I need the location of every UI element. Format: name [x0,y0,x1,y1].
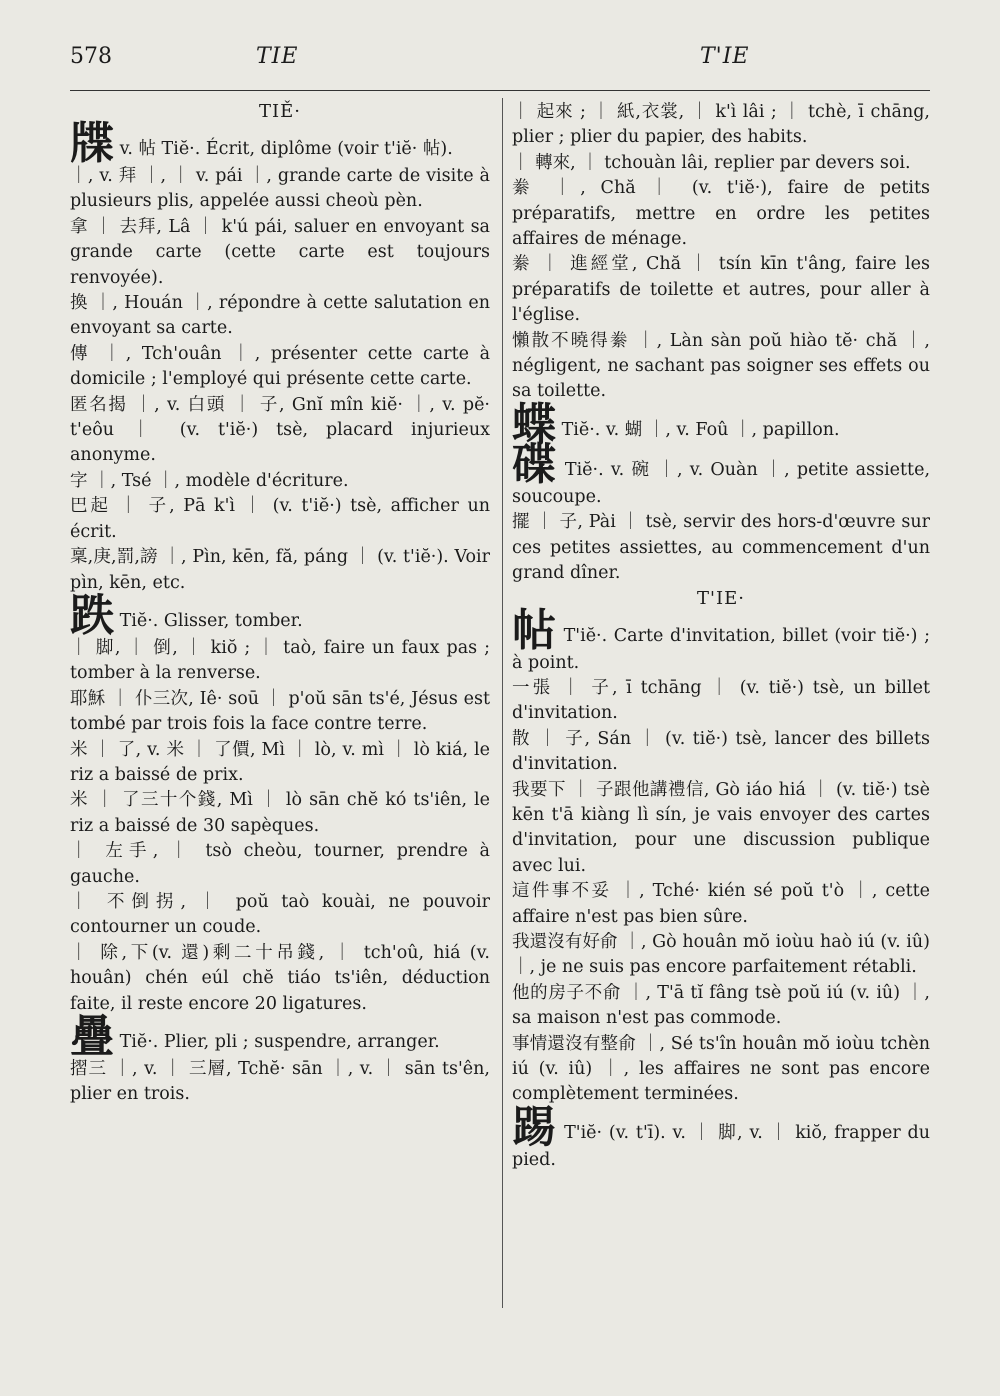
dictionary-entry: 散 ｜ 子, Sán ｜ (v. tiĕ·) tsè, lancer des billets d'invitation. [512,728,930,775]
header-rule [70,90,930,91]
dictionary-entry: ｜ 轉來, ｜ tchouàn lâi, replier par devers soi. [512,152,911,173]
running-head-right: T'IE [700,44,750,69]
dictionary-entry: ｜ 不倒拐, ｜ poŭ taò kouài, ne pouvoir contourner un coude. [70,891,490,938]
dictionary-entry: ｜ 脚, ｜ 倒, ｜ kiŏ ; ｜ taò, faire un faux pas ; tomber à la renverse. [70,637,490,684]
dictionary-entry: 傳 ｜, Tch'ouân ｜, présenter cette carte à domicile ; l'employé qui présente cette carte. [70,343,490,390]
left-column [70,100,490,1108]
headword-entry [512,398,930,450]
dictionary-entry: 他的房子不俞 ｜, T'ā tĭ fâng tsè poŭ iú (v. iû) ｜, sa maison n'est pas commode. [512,982,930,1029]
dictionary-entry: 一張 ｜ 子, ī tchāng ｜ (v. tiĕ·) tsè, un billet d'invitation. [512,677,930,724]
headword-entry [512,438,931,510]
headword-definition: v. 帖 Tiĕ·. Écrit, diplôme (voir t'iĕ· 帖). [114,139,453,159]
headword-entry [512,1101,930,1173]
dictionary-entry: 我還沒有好俞 ｜, Gò houân mŏ ioùu haò iú (v. iû) ｜, je ne suis pas encore parfaitement rétabli. [512,931,930,978]
dictionary-entry: 耶穌 ｜ 仆三次, Iê· soū ｜ p'oŭ sān ts'é, Jésus est tombé par trois fois la face contre terre. [70,688,490,735]
dictionary-entry: 事情還沒有整俞 ｜, Sé ts'în houân mŏ ioùu tchèn iú (v. iû) ｜, les affaires ne sont pas encore complètement terminées. [512,1033,930,1105]
dictionary-entry: 拿 ｜ 去拜, Lâ ｜ k'ú pái, saluer en envoyant sa grande carte (cette carte est toujours renvoyée). [70,216,490,288]
headword-definition: Tiĕ·. v. 碗 ｜, v. Ouàn ｜, petite assiette, soucoupe. [512,459,931,507]
headword-entry [512,604,930,676]
headword-definition: Tiĕ·. Glisser, tomber. [114,610,303,631]
headword-definition: Tiĕ·. v. 蝴 ｜, v. Foû ｜, papillon. [556,419,840,440]
dictionary-entry: ｜ 起來 ; ｜ 紙,衣裳, ｜ k'ì lâi ; ｜ tchè, ī chāng, plier ; plier du papier, des habits. [512,102,930,148]
headword-definition: T'iĕ·. Carte d'invitation, billet (voir tiĕ·) ; à point. [512,625,930,673]
headword-character: 疊 [70,1011,114,1062]
headword-entry [70,589,490,641]
right-column [512,100,930,1173]
dictionary-entry: 擺 ｜ 子, Pài ｜ tsè, servir des hors-d'œuvre sur ces petites assiettes, au commencement d'un grand dîner. [512,512,930,584]
dictionary-entry: ｜ 左手, ｜ tsò cheòu, tourner, prendre à gauche. [70,841,490,887]
dictionary-entry: 絭 ｜ 進經堂, Chă ｜ tsín kīn t'âng, faire les préparatifs de toilette et autres, pour aller à l'église. [512,254,930,326]
dictionary-entry: 米 ｜ 了, v. 米 ｜ 了價, Mì ｜ lò, v. mì ｜ lò kiá, le riz a baissé de prix. [70,739,490,785]
dictionary-entry: 字 ｜, Tsé ｜, modèle d'écriture. [70,470,349,491]
dictionary-entry: 這件事不妥 ｜, Tché· kién sé poŭ t'ò ｜, cette affaire n'est pas bien sûre. [512,881,930,927]
dictionary-entry: 稟,庚,罰,謗 ｜, Pìn, kēn, fă, páng ｜ (v. t'iĕ·). Voir pìn, kēn, etc. [70,547,490,593]
section-heading: TIĚ· [259,101,301,122]
headword-character: 踢 [512,1101,558,1153]
dictionary-entry: ｜, v. 拜 ｜, ｜ v. pái ｜, grande carte de visite à plusieurs plis, appelée aussi cheoù pèn. [70,166,490,212]
dictionary-entry: 換 ｜, Houán ｜, répondre à cette salutation en envoyant sa carte. [70,293,490,339]
headword-character: 碟 [512,438,558,490]
headword-character: 蝶 [512,398,556,450]
page-number: 578 [70,44,112,69]
headword-definition: T'iĕ· (v. t'ī). v. ｜ 脚, v. ｜ kiŏ, frapper du pied. [512,1122,930,1170]
dictionary-entry: 絭 ｜, Chă ｜ (v. t'iĕ·), faire de petits préparatifs, mettre en ordre les petites affaires de ménage. [512,178,930,250]
headword-entry [70,118,490,169]
running-head-left: TIE [256,44,299,69]
column-separator [502,98,503,1308]
headword-definition: Tiĕ·. Plier, pli ; suspendre, arranger. [114,1032,440,1052]
dictionary-entry: 巴起 ｜ 子, Pā k'ì ｜ (v. t'iĕ·) tsè, afficher un écrit. [70,496,490,542]
dictionary-entry: 摺三 ｜, v. ｜ 三層, Tchĕ· sān ｜, v. ｜ sān ts'ên, plier en trois. [70,1059,490,1105]
headword-entry [70,1011,490,1062]
dictionary-entry: 懶散不曉得絭 ｜, Làn sàn poŭ hiào tĕ· chă ｜, négligent, ne sachant pas soigner ses effets ou sa toilette. [512,330,930,402]
dictionary-entry: ｜ 除,下(v. 還)剩二十吊錢, ｜ tch'oû, hiá (v. houân) chén eúl chĕ tiáo ts'iên, déduction faite, il reste encore 20 ligatures. [70,942,490,1014]
headword-character: 跌 [70,589,114,641]
dictionary-entry: 我要下 ｜ 子跟他講禮信, Gò iáo hiá ｜ (v. tiĕ·) tsè kēn t'ā kiàng lì sín, je vais envoyer des cartes d'invitation, pour une discussion publique avec lui. [512,779,930,876]
dictionary-entry: 米 ｜ 了三十个錢, Mì ｜ lò sān chĕ kó ts'iên, le riz a baissé de 30 sapèques. [70,790,490,836]
dictionary-entry: 匿名揭 ｜, v. 白頭 ｜ 子, Gnĭ mîn kiĕ· ｜, v. pĕ· t'eôu ｜ (v. t'iĕ·) tsè, placard injurieux anonyme. [70,394,490,466]
headword-character: 帖 [512,604,558,656]
headword-character: 牒 [70,118,114,169]
section-heading: T'IE· [697,587,745,609]
